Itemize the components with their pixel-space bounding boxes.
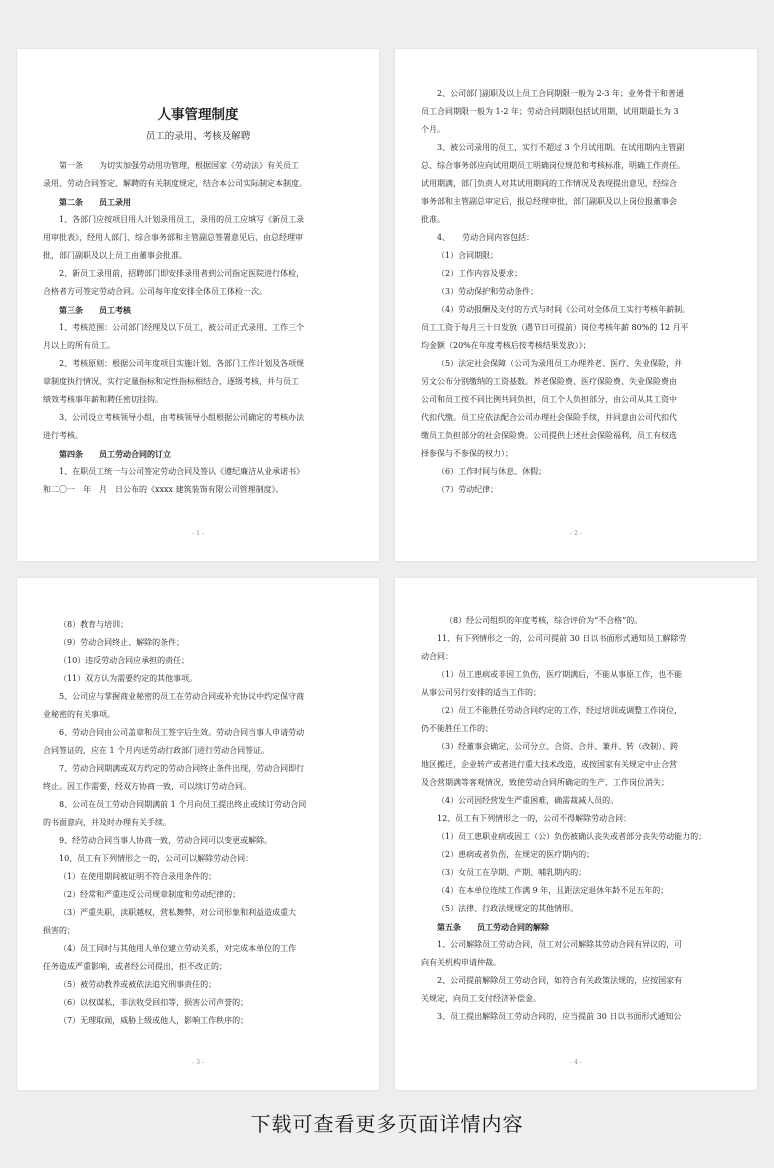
text-line: （2）员工不能胜任劳动合同约定的工作，经过培训或调整工作岗位，: [437, 706, 683, 715]
text-line: （7）劳动纪律；: [437, 485, 499, 494]
text-line: 绩效考核事年薪和聘任密切挂钩。: [43, 395, 163, 404]
text-line: 章制度执行情况，实行定量指标和定性指标相结合，逐级考核，并与员工: [43, 377, 299, 386]
text-line: 事务部和主管副总审定后，报总经理审批，部门副职及以上岗位报董事会: [421, 197, 677, 206]
text-line: 损害的；: [43, 926, 75, 935]
text-line: 从事公司另行安排的适当工作的；: [421, 688, 541, 697]
page-number: - 4 -: [570, 1059, 582, 1066]
text-line: （4）在本单位连续工作满 9 年，且距法定退休年龄不足五年的；: [437, 886, 669, 895]
text-line: 另文公布分别缴纳的工资基数。养老保险费、医疗保险费、失业保险费由: [421, 377, 677, 386]
text-line: （3）劳动保护和劳动条件；: [437, 287, 539, 296]
page-body: [43, 616, 353, 1030]
text-line: 7、劳动合同期满或双方约定的劳动合同终止条件出现，劳动合同即行: [59, 764, 305, 773]
text-line: （3）严重失职，渎职越权，营私舞弊，对公司形象和利益造成重大: [59, 908, 297, 917]
page-number: - 3 -: [192, 1059, 204, 1066]
text-line: 缴员工负担部分的社会保险费。公司提供上述社会保险福利，员工有权选: [421, 431, 677, 440]
text-line: （9）劳动合同终止、解除的条件；: [59, 638, 185, 647]
text-line: 合格者方可签定劳动合同。公司每年度安排全体员工体检一次。: [43, 287, 267, 296]
text-line: 代扣代缴。员工应依法配合公司办理社会保险手续，并同意由公司代扣代: [421, 413, 677, 422]
text-line: （5）法律、行政法规规定的其他情形。: [437, 904, 579, 913]
text-line: 2、公司提前解除员工劳动合同，如符合有关政策法规的，应按国家有: [437, 976, 683, 985]
text-line: 批，部门副职及以上员工由董事会批准。: [43, 251, 187, 260]
text-line: （4）劳动报酬及支付的方式与时间《公司对全体员工实行考核年薪制。: [437, 305, 691, 314]
page-body: [421, 612, 731, 1026]
page-number: - 1 -: [192, 530, 204, 537]
text-line: 第三条 员工考核: [59, 305, 131, 315]
document-page-4: [395, 578, 757, 1090]
text-line: （11）双方认为需要约定的其他事项。: [59, 674, 198, 683]
text-line: 向有关机构申请仲裁。: [421, 958, 501, 967]
text-line: 关规定，向员工支付经济补偿金。: [421, 994, 541, 1003]
text-line: 第四条 员工劳动合同的订立: [59, 449, 171, 459]
page-body: [43, 157, 353, 499]
text-line: 均金额（20%在年度考核后按考核结果发放）》；: [421, 341, 591, 350]
text-line: （2）经常和严重违反公司规章制度和劳动纪律的；: [59, 890, 241, 899]
document-page-1: [17, 49, 379, 561]
text-line: 总、综合事务部应向试用期员工明确岗位规范和考核标准，明确工作责任。: [421, 161, 685, 170]
text-line: （3）女员工在孕期、产期、哺乳期内的；: [437, 868, 587, 877]
text-line: （6）以权谋私，非法收受回扣等，损害公司声誉的；: [59, 998, 249, 1007]
text-line: 9、经劳动合同当事人协商一致，劳动合同可以变更或解除。: [59, 836, 273, 845]
text-line: 8、公司在员工劳动合同期满前 1 个月向员工提出终止或续订劳动合同: [59, 800, 307, 809]
text-line: 3、员工提出解除员工劳动合同的，应当提前 30 日以书面形式通知公: [437, 1012, 682, 1021]
text-line: 第一条 为切实加强劳动用功管理，根据国家《劳动法》有关员工: [59, 161, 299, 170]
text-line: （2）患病或者负伤，在规定的医疗期内的；: [437, 850, 595, 859]
text-line: 批准。: [421, 215, 445, 224]
text-line: 试用期满，部门负责人对其试用期间的工作情况及表现提出意见，经综合: [421, 179, 677, 188]
document-page-3: [17, 578, 379, 1090]
document-title: 人事管理制度: [157, 107, 239, 123]
text-line: 5、公司应与掌握商业秘密的员工在劳动合同或补充协议中约定保守商: [59, 692, 305, 701]
document-page-2: [395, 49, 757, 561]
text-line: （1）员工患病或非因工负伤，医疗期满后，不能从事原工作，也不能: [437, 670, 683, 679]
text-line: （7）无理取闹，威胁上级或他人，影响工作秩序的；: [59, 1016, 249, 1025]
text-line: 个月。: [421, 125, 445, 134]
text-line: 11、有下列情形之一的，公司可提前 30 日以书面形式通知员工解除劳: [437, 634, 687, 643]
text-line: 仍不能胜任工作的；: [421, 724, 493, 733]
text-line: （8）经公司组织的年度考核，综合评价为“不合格”的。: [445, 616, 643, 625]
text-line: 任务造成严重影响，或者经公司提出，拒不改正的；: [43, 962, 227, 971]
text-line: 动合同：: [421, 652, 453, 661]
text-line: 2、新员工录用前，招聘部门即安排录用者到公司指定医院进行体检，: [59, 269, 305, 278]
text-line: （8）教育与培训；: [59, 620, 129, 629]
text-line: 2、考核原则：根据公司年度项目实施计划、各部门工作计划及各项规: [59, 359, 305, 368]
text-line: 3、公司设立考核领导小组，由考核领导小组根据公司确定的考核办法: [59, 413, 305, 422]
text-line: 4、 劳动合同内容包括：: [437, 233, 535, 242]
text-line: 用审批表》，经用人部门、综合事务部和主管副总签署意见后，由总经理审: [43, 233, 303, 242]
text-line: （1）在使用期间被证明不符合录用条件的；: [59, 872, 217, 881]
text-line: （2）工作内容及要求；: [437, 269, 523, 278]
text-line: （4）公司因经营发生严重困难，确需裁减人员的。: [437, 796, 619, 805]
text-line: 员工工资于每月三十日发放（遇节日可提前）岗位考核年薪 80%的 12 月平: [421, 323, 689, 332]
text-line: 公司和员工按不同比例共同负担，员工个人负担部分，由公司从其工资中: [421, 395, 677, 404]
text-line: 月以上的所有员工。: [43, 341, 115, 350]
document-subtitle: 员工的录用、考核及解聘: [145, 131, 251, 142]
text-line: （3）经董事会确定，公司分立、合资、合并、兼并、转（改制）、跨: [437, 742, 679, 751]
text-line: 第五条 员工劳动合同的解除: [437, 922, 549, 932]
text-line: （4）员工同时与其他用人单位建立劳动关系，对完成本单位的工作: [59, 944, 297, 953]
text-line: 1、考核范围：公司部门经理及以下员工，被公司正式录用、工作三个: [59, 323, 305, 332]
text-line: 第二条 员工录用: [59, 197, 131, 207]
text-line: 员工合同期限一般为 1-2 年；劳动合同期限包括试用期，试用期最长为 3: [421, 107, 679, 116]
page-number: - 2 -: [570, 530, 582, 537]
text-line: 终止。因工作需要，经双方协商一致，可以续订劳动合同。: [43, 782, 251, 791]
text-line: 1、各部门应按项目用人计划录用员工，录用的员工应填写《新员工录: [59, 215, 305, 224]
text-line: 3、被公司录用的员工，实行不超过 3 个月试用期。在试用期内主管副: [437, 143, 685, 152]
text-line: 1、公司解除员工劳动合同，员工对公司解除其劳动合同有异议的，可: [437, 940, 683, 949]
text-line: 业秘密的有关事项。: [43, 710, 115, 719]
text-line: 合同签证的，应在 1 个月内送劳动行政部门进行劳动合同签证。: [43, 746, 270, 755]
text-line: （1）合同期限；: [437, 251, 499, 260]
text-line: 的书面意向，并及时办理有关手续。: [43, 818, 171, 827]
text-line: 2、公司部门副职及以上员工合同期限一般为 2-3 年；业务骨干和普通: [437, 89, 685, 98]
text-line: 10、员工有下列情形之一的，公司可以解除劳动合同：: [59, 854, 254, 863]
download-more-banner: 下载可查看更多页面详情内容: [250, 1112, 524, 1136]
text-line: 录用、劳动合同签定、解聘的有关制度规定，结合本公司实际制定本制度。: [43, 179, 307, 188]
text-line: （5）被劳动教养或被依法追究刑事责任的；: [59, 980, 217, 989]
text-line: （5）法定社会保障（公司为录用员工办理养老、医疗、失业保险，并: [437, 359, 683, 368]
text-line: 6、劳动合同由公司盖章和员工签字后生效。劳动合同当事人申请劳动: [59, 728, 305, 737]
page-body: [421, 85, 731, 499]
text-line: 进行考核。: [43, 431, 83, 440]
text-line: （6）工作时间与休息、休假；: [437, 467, 547, 476]
text-line: （1）员工患职业病或因工（公）负伤被确认丧失或者部分丧失劳动能力的；: [437, 832, 707, 841]
text-line: 和二〇一 年 月 日公布的《xxxx 建筑装饰有限公司管理制度》。: [43, 485, 284, 494]
text-line: （10）违反劳动合同应承担的责任；: [59, 656, 190, 665]
text-line: 12、员工有下列情形之一的，公司不得解除劳动合同：: [437, 814, 632, 823]
text-line: 地区搬迁，企业转产或者进行重大技术改造，或按国家有关规定中止合营: [421, 760, 677, 769]
text-line: 1、在职员工统一与公司签定劳动合同及签认《遵纪廉洁从业承诺书》: [59, 467, 305, 476]
text-line: 及合营期满等客观情况，致使劳动合同所确定的生产、工作岗位消失；: [421, 778, 669, 787]
text-line: 择参保与不参保的权力）；: [421, 449, 513, 458]
